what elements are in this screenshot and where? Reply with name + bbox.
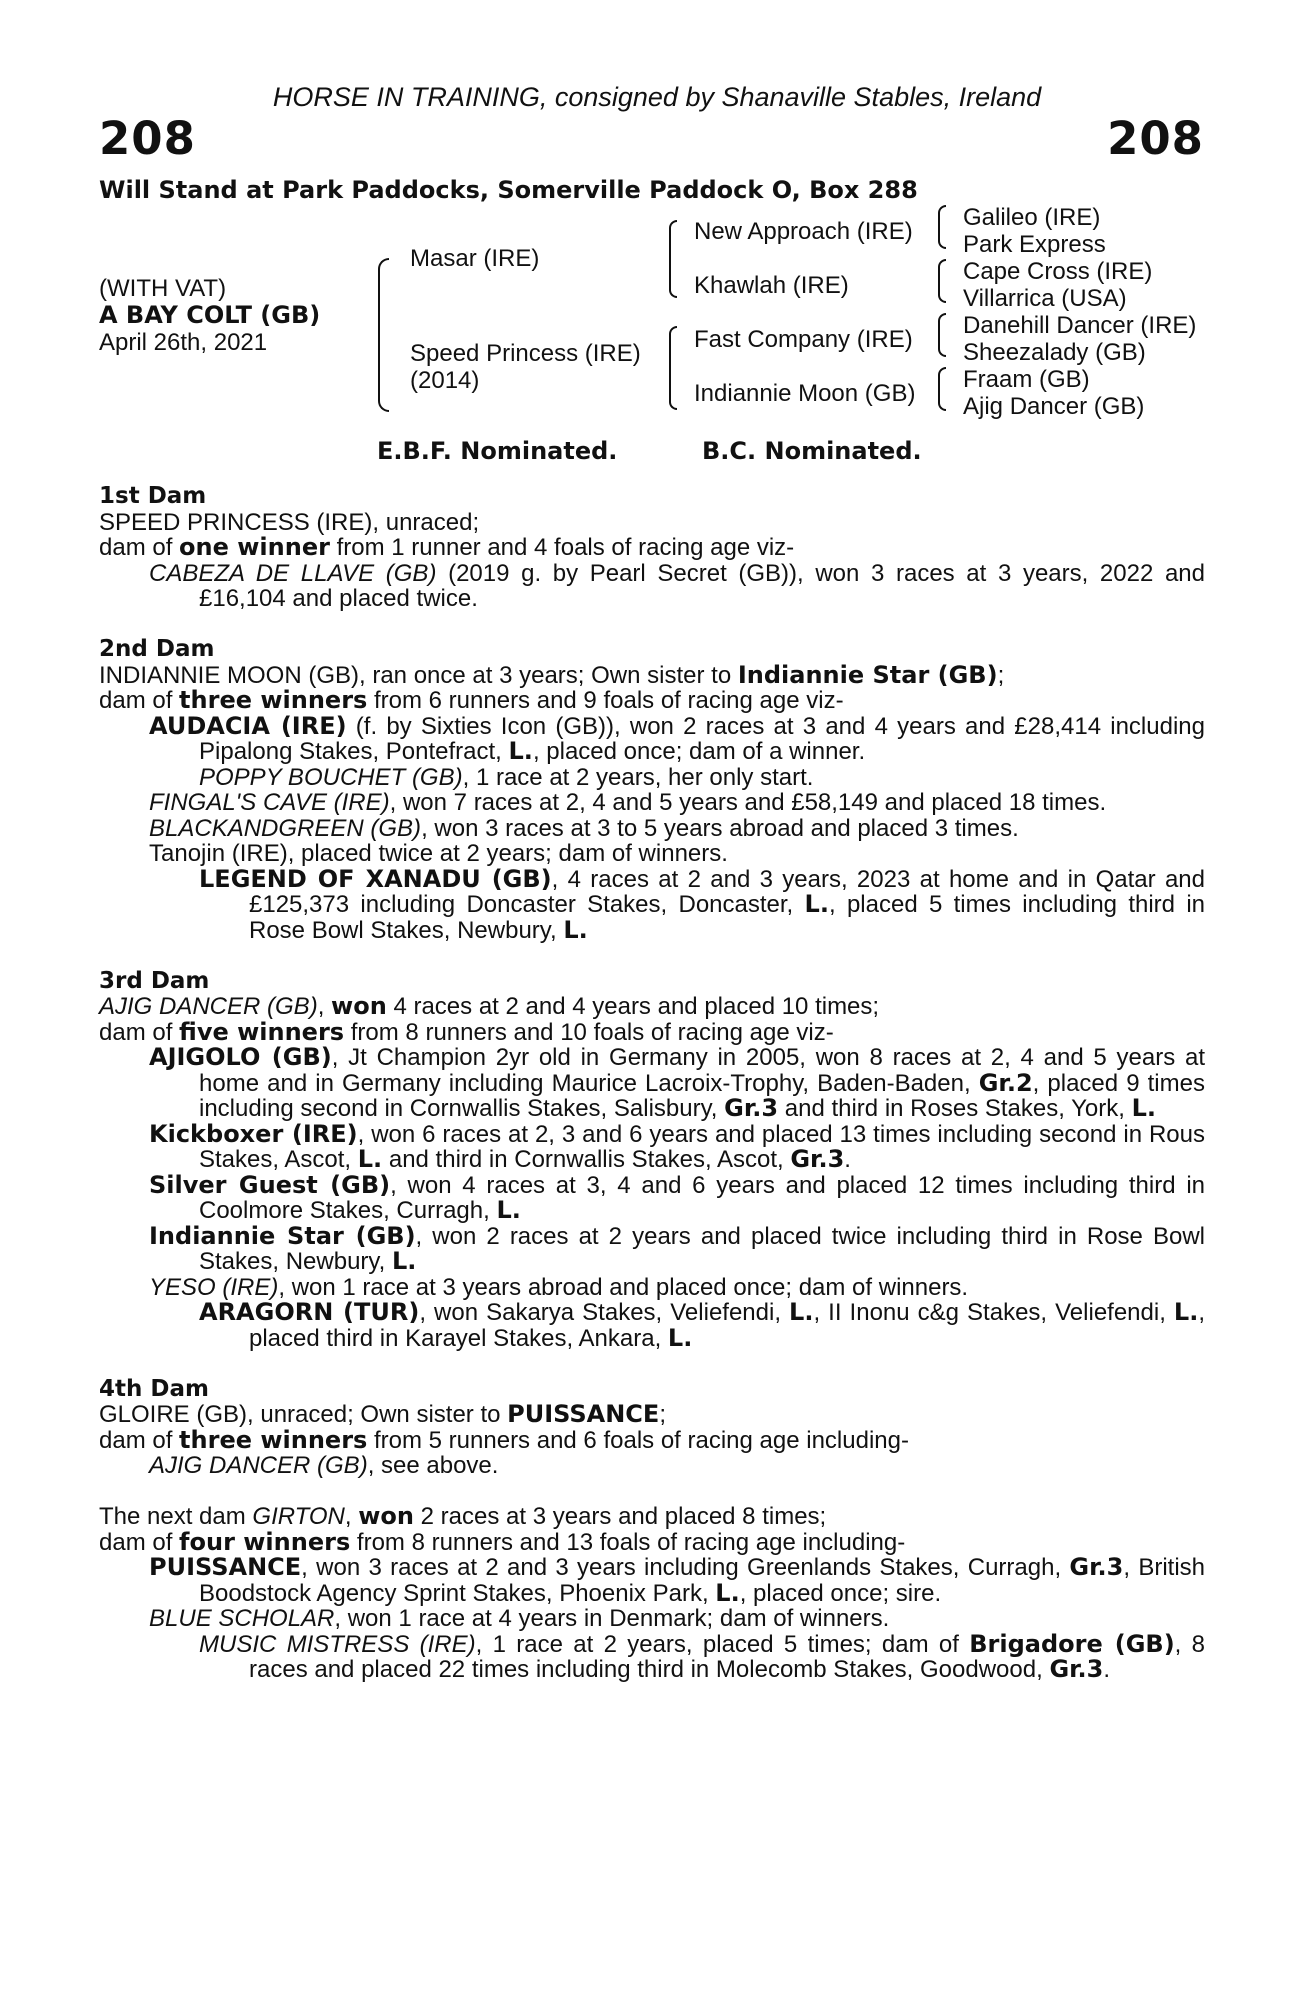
grandsire-4: Fraam (GB) [963, 366, 1090, 393]
fourth-dam-heading: 4th Dam [99, 1375, 209, 1402]
produce-entry: AJIGOLO (GB), Jt Champion 2yr old in Germany in 2005, won 8 races at 2, 4 and 5 years at home and in Germany including Maurice Lacroix-Trophy, Baden-Baden, Gr.2, placed 9 times including second in Cornwallis Stakes, Salisbury, Gr.3 and third in Roses Stakes, York, L. [149, 1043, 1205, 1122]
stand-location: Will Stand at Park Paddocks, Somerville Paddock O, Box 288 [99, 176, 918, 204]
third-dam-line: AJIG DANCER (GB), won 4 races at 2 and 4 years and placed 10 times; [99, 992, 880, 1020]
produce-entry: BLACKANDGREEN (GB), won 3 races at 3 to 5 years abroad and placed 3 times. [149, 814, 1019, 842]
vat-note: (WITH VAT) [99, 275, 227, 302]
first-dam-line: SPEED PRINCESS (IRE), unraced; [99, 508, 480, 536]
pedigree-brace-g4 [938, 367, 946, 411]
granddam-3: Sheezalady (GB) [963, 339, 1146, 366]
produce-entry: AJIG DANCER (GB), see above. [149, 1452, 499, 1479]
dam-dam: Indiannie Moon (GB) [694, 380, 916, 407]
produce-entry: FINGAL'S CAVE (IRE), won 7 races at 2, 4 and 5 years and £58,149 and placed 18 times. [149, 789, 1107, 816]
produce-entry: MUSIC MISTRESS (IRE), 1 race at 2 years, placed 5 times; dam of Brigadore (GB), 8 races and placed 22 times including third in Molecomb Stakes, Goodwood, Gr.3. [199, 1629, 1205, 1683]
pedigree-brace-sire [669, 220, 677, 298]
third-dam-section [99, 969, 1205, 1352]
produce-entry: ARAGORN (TUR), won Sakarya Stakes, Veliefendi, L., II Inonu c&g Stakes, Veliefendi, L., placed third in Karayel Stakes, Ankara, L. [199, 1298, 1206, 1352]
first-dam-heading: 1st Dam [99, 483, 207, 509]
fourth-dam-section [99, 1377, 1205, 1479]
grandsire-3: Danehill Dancer (IRE) [963, 312, 1197, 339]
sire-dam: Khawlah (IRE) [694, 272, 849, 299]
third-dam-heading: 3rd Dam [99, 967, 210, 994]
produce-entry: Silver Guest (GB), won 4 races at 3, 4 and 6 years and placed 12 times including third in Coolmore Stakes, Curragh, L. [149, 1170, 1205, 1224]
dam-year: (2014) [410, 367, 480, 394]
dam-sire: Fast Company (IRE) [694, 326, 913, 353]
sire-sire: New Approach (IRE) [694, 218, 913, 245]
produce-entry: PUISSANCE, won 3 races at 2 and 3 years including Greenlands Stakes, Curragh, Gr.3, British Boodstock Agency Sprint Stakes, Phoenix Park, L., placed once; sire. [149, 1553, 1206, 1607]
produce-entry: Tanojin (IRE), placed twice at 2 years; dam of winners. [149, 840, 728, 867]
sire: Masar (IRE) [410, 245, 540, 272]
next-dam-section [99, 1504, 1205, 1683]
catalogue-body [99, 484, 1205, 1708]
produce-entry: CABEZA DE LLAVE (GB) (2019 g. by Pearl Secret (GB)), won 3 races at 3 years, 2022 and £16,104 and placed twice. [149, 559, 1205, 612]
first-dam-section [99, 484, 1205, 612]
second-dam-produce-line: dam of three winners from 6 runners and 9 foals of racing age viz- [99, 686, 844, 714]
produce-entry: POPPY BOUCHET (GB), 1 race at 2 years, her only start. [199, 763, 814, 791]
grandsire-1: Galileo (IRE) [963, 204, 1101, 231]
next-dam-line: The next dam GIRTON, won 2 races at 3 years and placed 8 times; [99, 1502, 827, 1530]
foaling-date: April 26th, 2021 [99, 329, 268, 356]
pedigree-brace-g3 [938, 313, 946, 357]
fourth-dam-line: GLOIRE (GB), unraced; Own sister to PUISSANCE; [99, 1400, 666, 1428]
grandsire-2: Cape Cross (IRE) [963, 258, 1153, 285]
bc-nomination: B.C. Nominated. [702, 437, 922, 465]
horse-name: A BAY COLT (GB) [99, 301, 321, 329]
granddam-1: Park Express [963, 231, 1106, 258]
pedigree-brace-g2 [938, 259, 946, 303]
second-dam-section [99, 637, 1205, 943]
first-dam-produce-line: dam of one winner from 1 runner and 4 foals of racing age viz- [99, 533, 795, 561]
produce-entry: Indiannie Star (GB), won 2 races at 2 years and placed twice including third in Rose Bowl Stakes, Newbury, L. [149, 1221, 1205, 1275]
produce-entry: Kickboxer (IRE), won 6 races at 2, 3 and 6 years and placed 13 times including second in Rous Stakes, Ascot, L. and third in Cornwallis Stakes, Ascot, Gr.3. [149, 1119, 1205, 1173]
lot-number-left: 208 [99, 112, 196, 165]
granddam-2: Villarrica (USA) [963, 285, 1127, 312]
third-dam-produce-line: dam of five winners from 8 runners and 10 foals of racing age viz- [99, 1017, 834, 1046]
pedigree-brace-dam [669, 326, 677, 410]
pedigree-brace-g1 [938, 205, 946, 249]
produce-entry: LEGEND OF XANADU (GB), 4 races at 2 and 3 years, 2023 at home and in Qatar and £125,373 including Doncaster Stakes, Doncaster, L., placed 5 times including third in Rose Bowl Stakes, Newbury, L. [199, 864, 1206, 944]
produce-entry: AUDACIA (IRE) (f. by Sixties Icon (GB)), won 2 races at 3 and 4 years and £28,414 including Pipalong Stakes, Pontefract, L., placed once; dam of a winner. [149, 711, 1205, 765]
second-dam-heading: 2nd Dam [99, 636, 215, 662]
produce-entry: YESO (IRE), won 1 race at 3 years abroad and placed once; dam of winners. [149, 1273, 969, 1301]
pedigree-brace-main [378, 258, 389, 412]
produce-entry: BLUE SCHOLAR, won 1 race at 4 years in Denmark; dam of winners. [149, 1605, 890, 1632]
dam: Speed Princess (IRE) [410, 340, 641, 367]
fourth-dam-produce-line: dam of three winners from 5 runners and 6 foals of racing age including- [99, 1425, 909, 1454]
ebf-nomination: E.B.F. Nominated. [377, 437, 618, 465]
granddam-4: Ajig Dancer (GB) [963, 393, 1145, 420]
consignment-line: HORSE IN TRAINING, consigned by Shanaville Stables, Ireland [272, 82, 1042, 112]
lot-number-right: 208 [1107, 112, 1204, 165]
second-dam-line: INDIANNIE MOON (GB), ran once at 3 years; Own sister to Indiannie Star (GB); [99, 660, 1005, 689]
next-dam-produce-line: dam of four winners from 8 runners and 13 foals of racing age including- [99, 1527, 906, 1556]
